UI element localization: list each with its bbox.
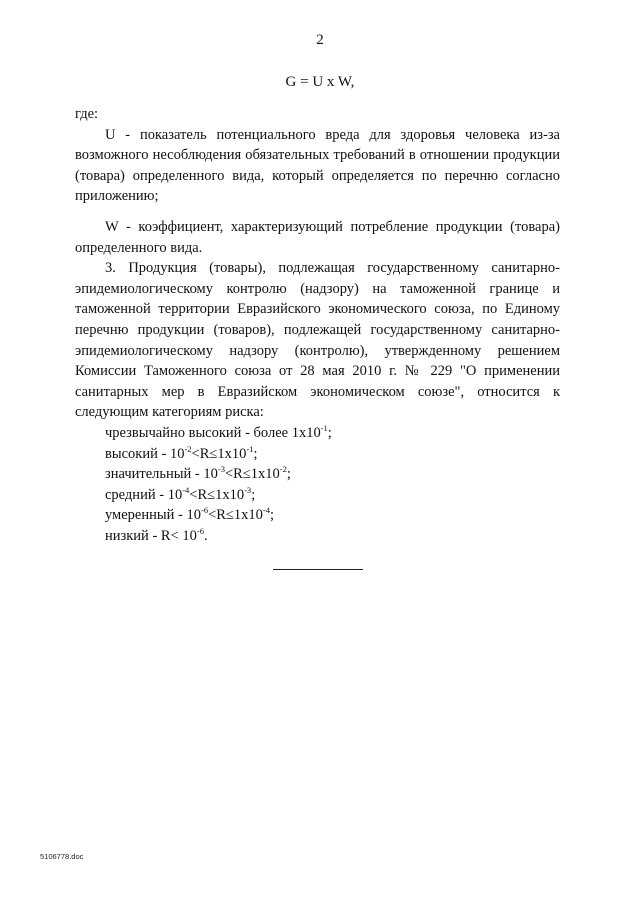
risk-part: R< 10 xyxy=(160,527,197,544)
risk-part: ; xyxy=(327,424,332,441)
page-number: 2 xyxy=(316,32,324,48)
risk-sep: - xyxy=(241,424,254,441)
where-label: где: xyxy=(75,106,99,122)
risk-exponent: -4 xyxy=(182,484,190,495)
footer-filename: 5106778.doc xyxy=(40,852,84,861)
risk-part: 10 xyxy=(186,507,201,524)
risk-item xyxy=(75,526,560,547)
risk-part: ; xyxy=(286,466,291,483)
spacer xyxy=(75,207,560,217)
end-divider xyxy=(273,569,363,570)
risk-exponent: -4 xyxy=(262,505,270,516)
risk-sep: - xyxy=(174,507,187,524)
risk-item xyxy=(75,485,560,506)
risk-name: умеренный xyxy=(105,507,175,524)
risk-part: . xyxy=(203,527,208,544)
risk-part: <R≤1x10 xyxy=(224,466,280,483)
risk-part: 10 xyxy=(169,445,185,462)
risk-part: 10 xyxy=(203,466,218,483)
risk-part: <R≤1x10 xyxy=(191,445,247,462)
risk-part: ; xyxy=(253,445,258,462)
risk-name: высокий xyxy=(105,445,158,462)
risk-item xyxy=(75,444,560,465)
risk-list xyxy=(75,423,560,547)
risk-exponent: -3 xyxy=(217,464,225,475)
risk-exponent: -2 xyxy=(184,443,192,454)
risk-exponent: -1 xyxy=(320,422,328,433)
risk-exponent: -3 xyxy=(244,484,252,495)
risk-exponent: -6 xyxy=(196,525,204,536)
risk-name: чрезвычайно высокий xyxy=(105,424,242,441)
risk-part: <R≤1x10 xyxy=(208,507,263,524)
risk-name: низкий xyxy=(105,527,149,544)
risk-part: ; xyxy=(269,507,275,524)
risk-part: 10 xyxy=(167,486,183,503)
risk-sep: - xyxy=(191,466,204,483)
risk-name: средний xyxy=(105,486,156,503)
w-definition: W - коэффициент, характеризующий потребление продукции (товара) определенного вида. xyxy=(75,218,560,256)
risk-sep: - xyxy=(157,445,170,462)
risk-item xyxy=(75,505,560,526)
risk-part: <R≤1x10 xyxy=(189,486,245,503)
formula: G = U x W, xyxy=(285,74,355,90)
document-body xyxy=(75,104,560,546)
risk-part: более 1x10 xyxy=(253,424,321,441)
risk-item xyxy=(75,423,560,444)
risk-exponent: -6 xyxy=(200,505,209,516)
risk-item xyxy=(75,464,560,485)
risk-name: значительный xyxy=(105,466,192,483)
risk-part: ; xyxy=(251,486,256,503)
risk-exponent: -1 xyxy=(246,443,254,454)
risk-sep: - xyxy=(155,486,168,503)
paragraph-3: 3. Продукция (товары), подлежащая государственному санитарно-эпидемиологическому контролю (надзору) на таможенной границе и таможенной территории Евразийского экономического союза, по Единому перечню продукции (товаров), подлежащей государственному санитарно-эпидемиологическому надзору (контролю), утвержденному решением Комиссии Таможенного союза от 28 мая 2010 г. № 229 "О применении санитарных мер в Евразийском экономическом союзе", относится к следующим категориям риска: xyxy=(75,260,560,421)
risk-exponent: -2 xyxy=(279,464,287,475)
risk-sep: - xyxy=(148,527,161,544)
u-definition: U - показатель потенциального вреда для здоровья человека из-за возможного несоблюдения обязательных требований в отношении продукции (товара) определенного вида, который определяется по перечню согласно приложению; xyxy=(75,126,560,205)
